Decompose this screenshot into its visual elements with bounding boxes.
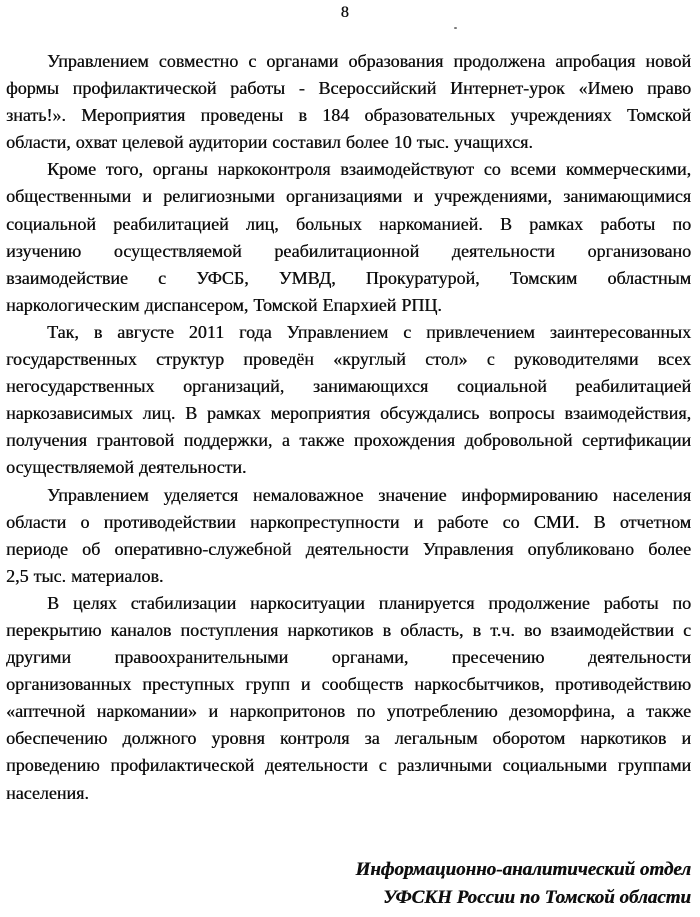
- text-line: формы профилактической работы - Всероссийский Интернет-урок «Имею право: [6, 78, 691, 99]
- text-line: населения.: [6, 782, 89, 803]
- text-line: другими правоохранительными органами, пресечению деятельности: [6, 647, 691, 668]
- text-line: взаимодействие с УФСБ, УМВД, Прокуратурой, Томским областным: [6, 267, 691, 288]
- text-line: обеспечению должного уровня контроля за легальным оборотом наркотиков и: [6, 728, 691, 749]
- scan-artifact-dot: [454, 27, 457, 29]
- signature-organization: УФСКН России по Томской области: [383, 887, 691, 908]
- document-body: [6, 48, 691, 807]
- text-line: Управлением уделяется немаловажное значение информированию населения: [47, 484, 691, 505]
- text-line: государственных структур проведён «круглый стол» с руководителями всех: [6, 349, 691, 370]
- text-line: проведению профилактической деятельности с различными социальными группами: [6, 755, 691, 776]
- text-line: «аптечной наркомании» и наркопритонов по употреблению дезоморфина, а также: [6, 701, 691, 722]
- text-line: 2,5 тыс. материалов.: [6, 565, 164, 586]
- signature-block: [0, 856, 691, 912]
- signature-department: Информационно-аналитический отдел: [355, 859, 691, 880]
- text-line: периоде об оперативно-служебной деятельности Управления опубликовано более: [6, 538, 691, 559]
- text-line: наркозависимых лиц. В рамках мероприятия обсуждались вопросы взаимодействия,: [6, 403, 691, 424]
- page-number: 8: [340, 4, 350, 21]
- text-line: изучению осуществляемой реабилитационной деятельности организовано: [6, 240, 691, 261]
- text-line: области, охват целевой аудитории составил более 10 тыс. учащихся.: [6, 132, 533, 153]
- text-line: получения грантовой поддержки, а также прохождения добровольной сертификации: [6, 430, 691, 451]
- text-line: общественными и религиозными организациями и учреждениями, занимающимися: [6, 186, 691, 207]
- text-line: Управлением совместно с органами образования продолжена апробация новой: [47, 51, 691, 71]
- text-line: перекрытию каналов поступления наркотиков в область, в т.ч. во взаимодействии с: [6, 619, 691, 640]
- text-line: организованных преступных групп и сообществ наркосбытчиков, противодействию: [6, 674, 691, 695]
- text-line: наркологическим диспансером, Томской Епархией РПЦ.: [6, 294, 442, 315]
- text-line: социальной реабилитацией лиц, больных наркоманией. В рамках работы по: [6, 213, 691, 234]
- text-line: Кроме того, органы наркоконтроля взаимодействуют со всеми коммерческими,: [47, 159, 691, 180]
- text-line: негосударственных организаций, занимающихся социальной реабилитацией: [6, 376, 691, 397]
- text-line: Так, в августе 2011 года Управлением с привлечением заинтересованных: [47, 321, 691, 342]
- text-line: знать!». Мероприятия проведены в 184 образовательных учреждениях Томской: [6, 105, 691, 126]
- text-line: В целях стабилизации наркоситуации планируется продолжение работы по: [47, 592, 691, 613]
- text-line: области о противодействии наркопреступности и работе со СМИ. В отчетном: [6, 511, 691, 532]
- text-line: осуществляемой деятельности.: [6, 457, 247, 478]
